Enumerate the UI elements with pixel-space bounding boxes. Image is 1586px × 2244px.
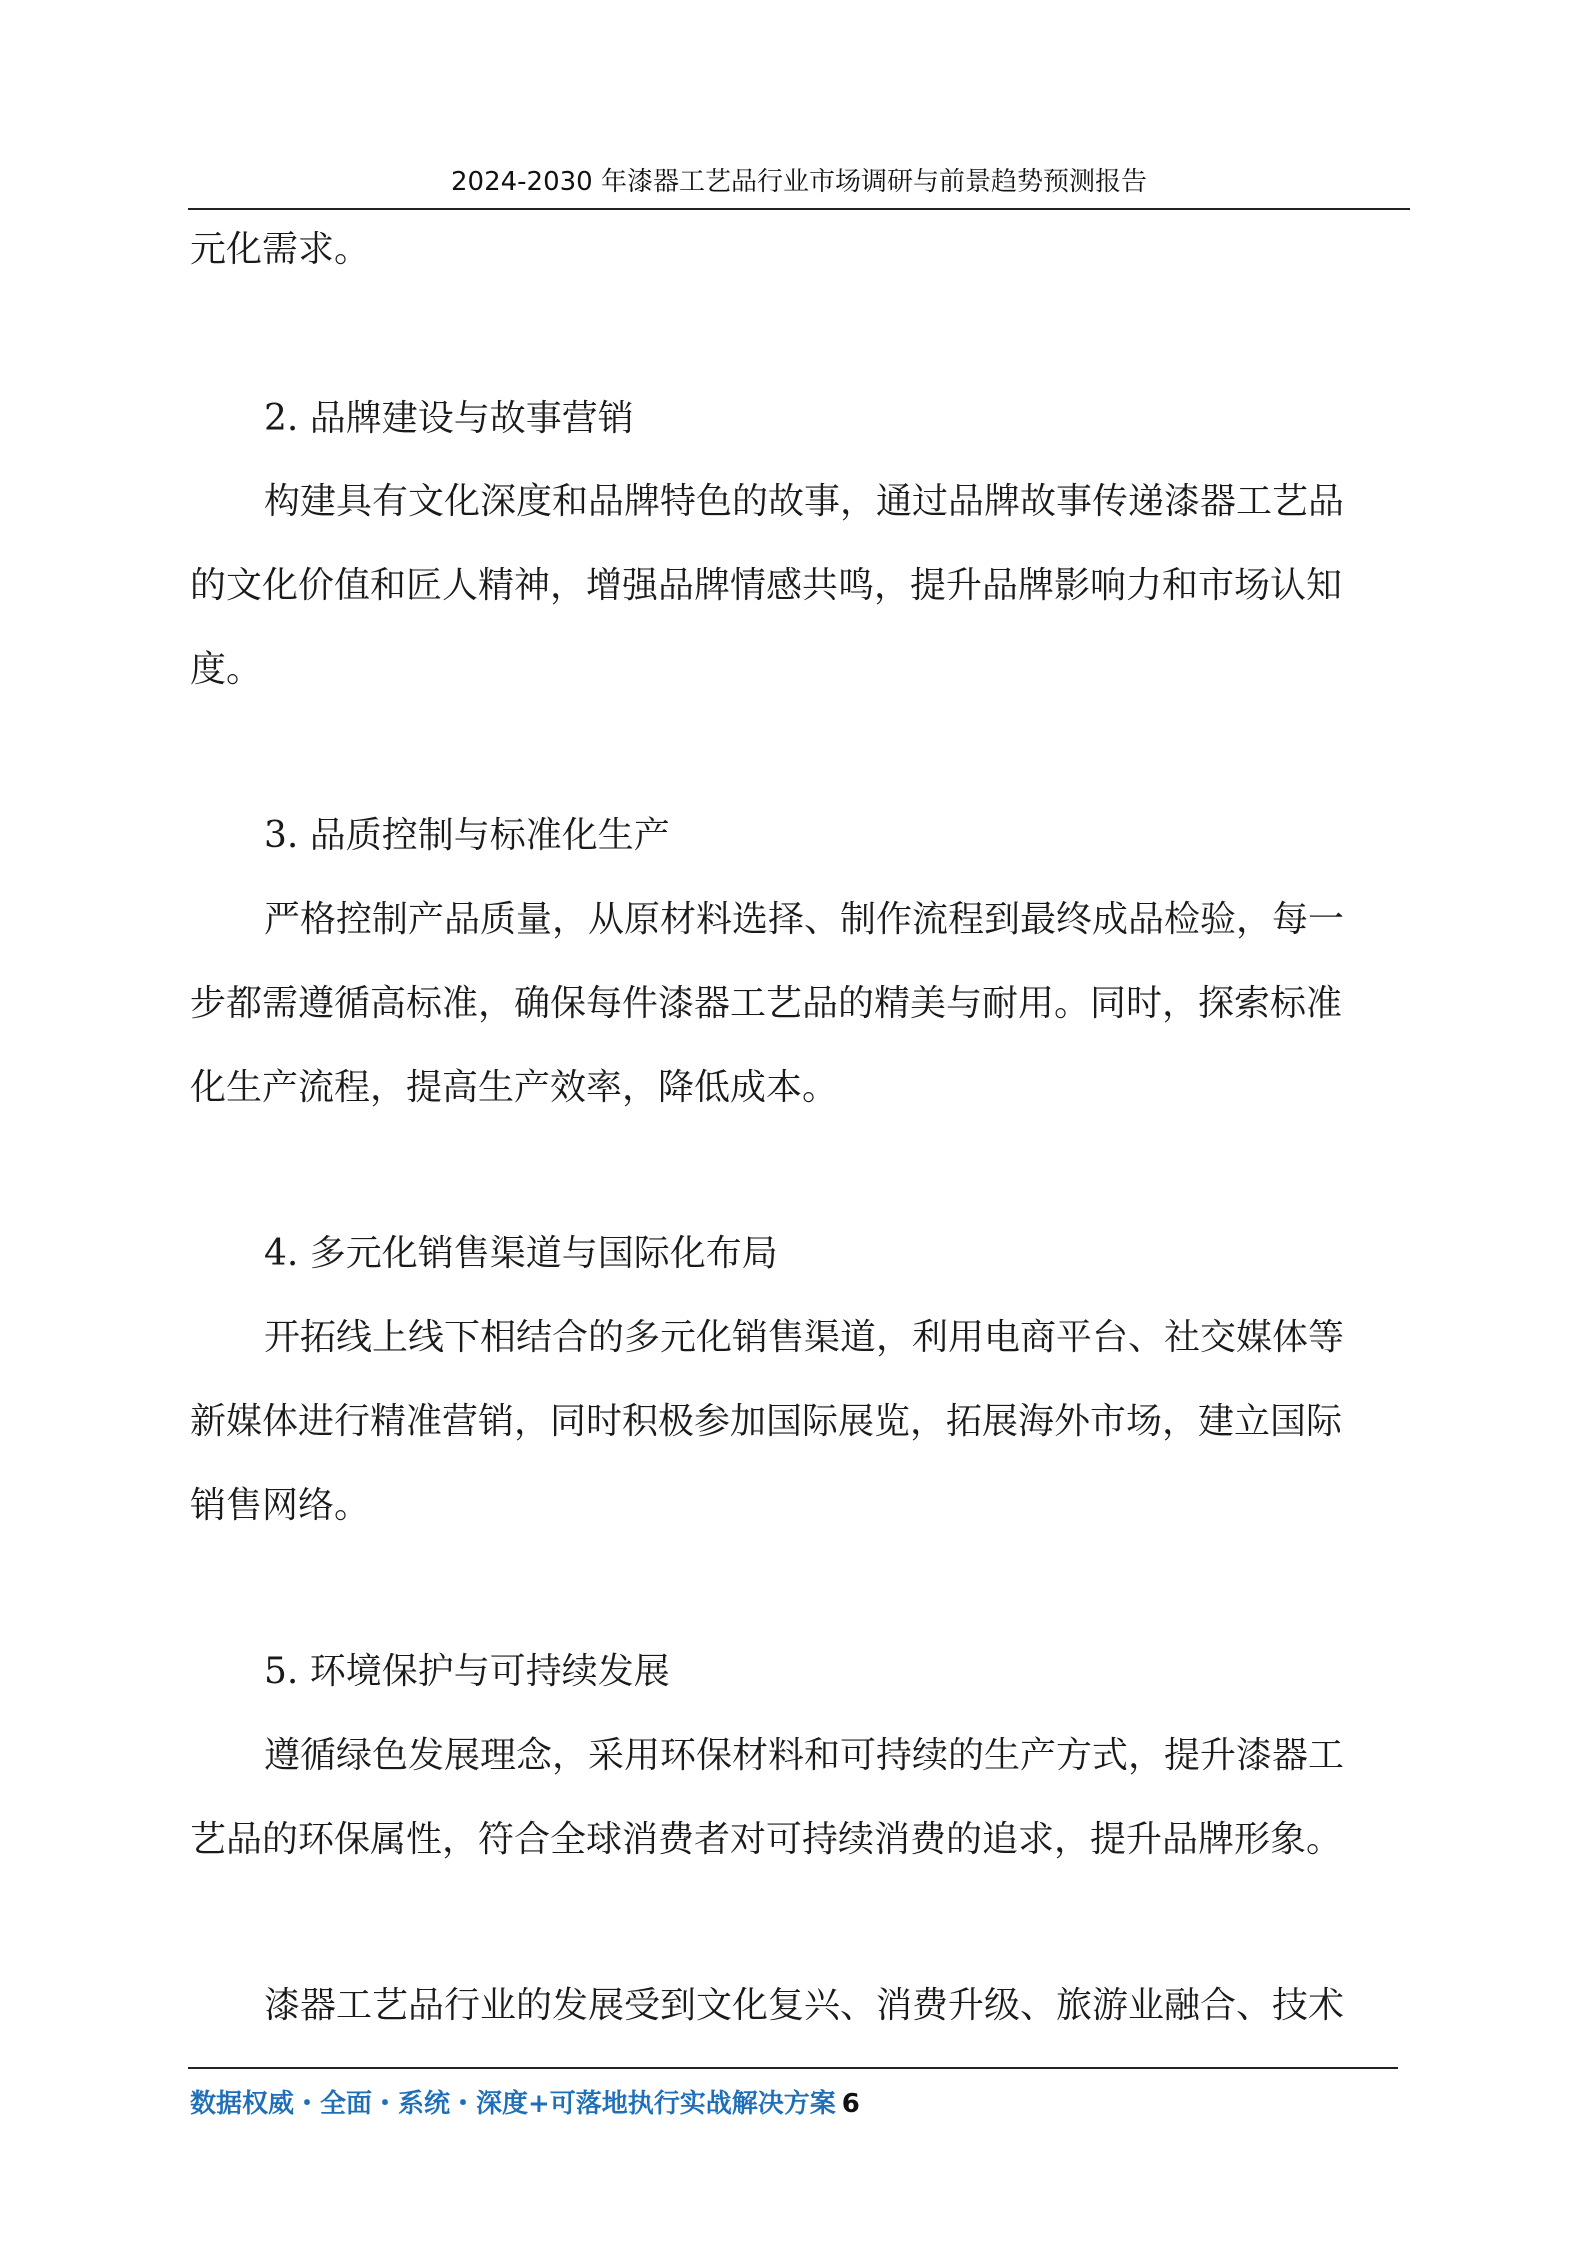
footer-slogan: 数据权威・全面・系统・深度+可落地执行实战解决方案 xyxy=(190,2089,836,2119)
paragraph-line: 构建具有文化深度和品牌特色的故事，通过品牌故事传递漆器工艺品 xyxy=(264,481,1345,522)
paragraph-line: 销售网络。 xyxy=(190,1485,371,1526)
section-heading-3: 3. 品质控制与标准化生产 xyxy=(264,815,670,856)
paragraph-line: 开拓线上线下相结合的多元化销售渠道，利用电商平台、社交媒体等 xyxy=(264,1317,1345,1358)
paragraph-line: 化生产流程，提高生产效率，降低成本。 xyxy=(190,1067,839,1108)
closing-paragraph-line: 漆器工艺品行业的发展受到文化复兴、消费升级、旅游业融合、技术 xyxy=(264,1985,1345,2026)
page-header xyxy=(188,160,1410,210)
paragraph-line: 艺品的环保属性，符合全球消费者对可持续消费的追求，提升品牌形象。 xyxy=(190,1819,1343,1860)
section-heading-2: 2. 品牌建设与故事营销 xyxy=(264,398,634,439)
paragraph-line: 度。 xyxy=(190,649,263,690)
paragraph-line: 严格控制产品质量，从原材料选择、制作流程到最终成品检验，每一 xyxy=(264,899,1345,940)
paragraph-line: 的文化价值和匠人精神，增强品牌情感共鸣，提升品牌影响力和市场认知 xyxy=(190,565,1343,606)
page-footer xyxy=(190,2086,860,2122)
paragraph-line: 新媒体进行精准营销，同时积极参加国际展览，拓展海外市场，建立国际 xyxy=(190,1401,1343,1442)
footer-divider xyxy=(188,2067,1398,2069)
paragraph-line: 遵循绿色发展理念，采用环保材料和可持续的生产方式，提升漆器工 xyxy=(264,1735,1345,1776)
page-number: 6 xyxy=(841,2089,860,2119)
intro-tail-line: 元化需求。 xyxy=(190,229,371,270)
section-heading-5: 5. 环境保护与可持续发展 xyxy=(264,1651,670,1692)
report-title: 2024-2030 年漆器工艺品行业市场调研与前景趋势预测报告 xyxy=(451,167,1147,197)
section-heading-4: 4. 多元化销售渠道与国际化布局 xyxy=(264,1233,778,1274)
paragraph-line: 步都需遵循高标准，确保每件漆器工艺品的精美与耐用。同时，探索标准 xyxy=(190,983,1343,1024)
